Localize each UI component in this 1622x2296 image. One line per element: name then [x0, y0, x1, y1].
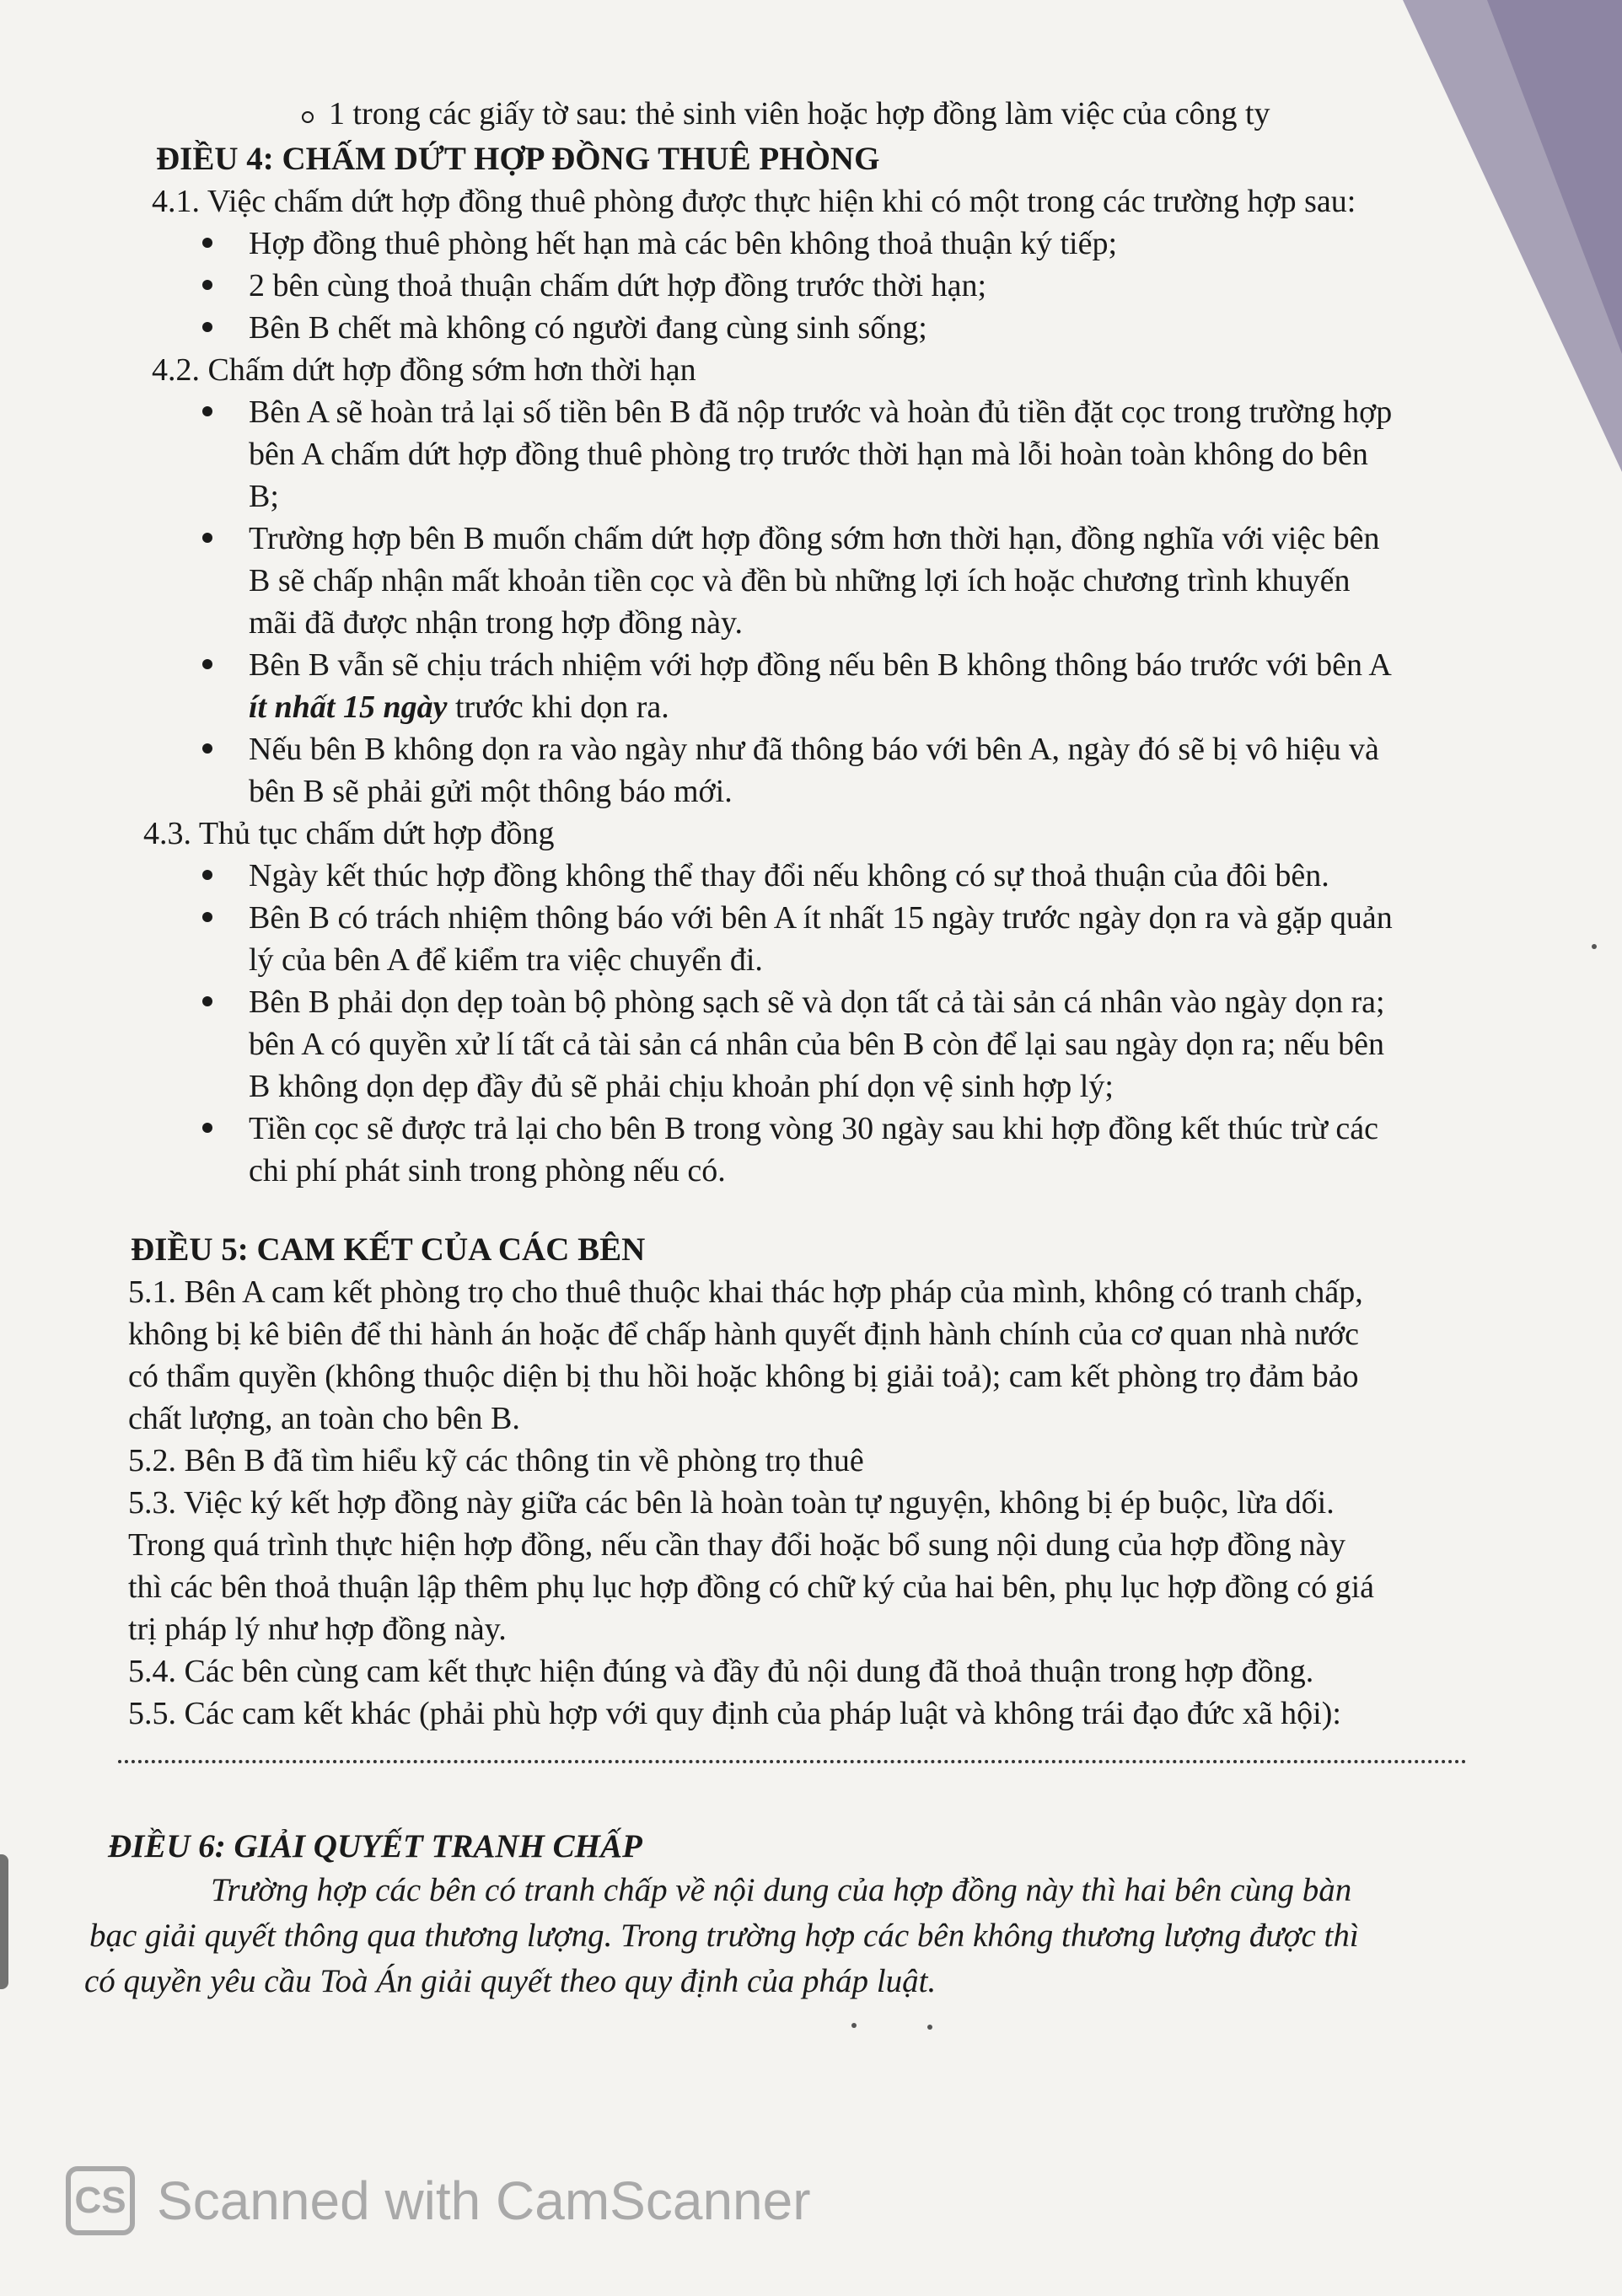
list-item: Bên B chết mà không có người đang cùng sinh sống;: [84, 307, 1517, 349]
text-line: 5.5. Các cam kết khác (phải phù hợp với quy định của pháp luật và không trái đạo đức xã hội):: [128, 1696, 1341, 1731]
list-item: Bên B phải dọn dẹp toàn bộ phòng sạch sẽ và dọn tất cả tài sản cá nhân vào ngày dọn ra; bên A có quyền xử lí tất cả tài sản cá nhân của bên B còn để lại sau ngày dọn ra; nếu bên B không dọn dẹp đầy đủ sẽ phải chịu khoản phí dọn vệ sinh hợp lý;: [84, 981, 1517, 1108]
list-item: Bên B có trách nhiệm thông báo với bên A ít nhất 15 ngày trước ngày dọn ra và gặp quản lý của bên A để kiểm tra việc chuyển đi.: [84, 897, 1517, 981]
text-line: trị pháp lý như hợp đồng này.: [128, 1612, 507, 1647]
emphasis-text: ít nhất 15 ngày: [249, 689, 448, 725]
bullet-icon: [202, 870, 212, 880]
left-edge-mark: [0, 1854, 8, 1989]
clause-4-2-title: 4.2. Chấm dứt hợp đồng sớm hơn thời hạn: [152, 352, 696, 388]
section-heading-dieu-5: ĐIỀU 5: CAM KẾT CỦA CÁC BÊN: [131, 1231, 646, 1268]
bullet-icon: [202, 743, 212, 754]
text-line: chất lượng, an toàn cho bên B.: [128, 1401, 520, 1436]
list-item: Bên A sẽ hoàn trả lại số tiền bên B đã nộp trước và hoàn đủ tiền đặt cọc trong trường hợp bên A chấm dứt hợp đồng thuê phòng trọ trước thời hạn mà lỗi hoàn toàn không do bên B;: [84, 391, 1517, 518]
text-line: Trong quá trình thực hiện hợp đồng, nếu cần thay đổi hoặc bổ sung nội dung của hợp đồng này: [128, 1527, 1346, 1563]
bullet-icon: [202, 996, 212, 1006]
circle-list-item: 1 trong các giấy tờ sau: thẻ sinh viên hoặc hợp đồng làm việc của công ty: [84, 93, 1517, 135]
list-item: Nếu bên B không dọn ra vào ngày như đã thông báo với bên A, ngày đó sẽ bị vô hiệu và bên B sẽ phải gửi một thông báo mới.: [84, 728, 1517, 813]
clause-4-1-title: 4.1. Việc chấm dứt hợp đồng thuê phòng được thực hiện khi có một trong các trường hợp sau:: [152, 184, 1356, 219]
bullet-icon: [202, 322, 212, 332]
text-line: 5.2. Bên B đã tìm hiểu kỹ các thông tin về phòng trọ thuê: [128, 1443, 864, 1478]
list-item: Bên B vẫn sẽ chịu trách nhiệm với hợp đồng nếu bên B không thông báo trước với bên A ít nhất 15 ngày trước khi dọn ra.: [84, 644, 1517, 728]
list-item: 2 bên cùng thoả thuận chấm dứt hợp đồng trước thời hạn;: [84, 265, 1517, 307]
text-line: có thẩm quyền (không thuộc diện bị thu hồi hoặc không bị giải toả); cam kết phòng trọ đảm bảo: [128, 1359, 1359, 1394]
section-heading-dieu-6: ĐIỀU 6: GIẢI QUYẾT TRANH CHẤP: [108, 1828, 642, 1864]
fill-in-dotted-line: [118, 1735, 1467, 1763]
list-item: Hợp đồng thuê phòng hết hạn mà các bên không thoả thuận ký tiếp;: [84, 223, 1517, 265]
section-heading-dieu-4: ĐIỀU 4: CHẤM DỨT HỢP ĐỒNG THUÊ PHÒNG: [156, 141, 880, 177]
text-line: 5.4. Các bên cùng cam kết thực hiện đúng và đầy đủ nội dung đã thoả thuận trong hợp đồng.: [128, 1654, 1314, 1689]
clause-4-2-list: [84, 391, 1517, 813]
bullet-icon: [202, 406, 212, 416]
watermark-text: Scanned with CamScanner: [157, 2170, 811, 2231]
scan-speck: [851, 2023, 857, 2028]
clause-4-1-list: [84, 223, 1517, 349]
bullet-icon: [202, 912, 212, 922]
scan-speck: [1592, 944, 1597, 949]
clause-4-3-list: [84, 855, 1517, 1192]
text-line: thì các bên thoả thuận lập thêm phụ lục hợp đồng có chữ ký của hai bên, phụ lục hợp đồng có giá: [128, 1569, 1375, 1605]
bullet-icon: [202, 1123, 212, 1133]
circle-bullet-icon: [302, 111, 314, 123]
bullet-icon: [202, 238, 212, 248]
bullet-icon: [202, 280, 212, 290]
text-line: Trường hợp các bên có tranh chấp về nội dung của hợp đồng này thì hai bên cùng bàn: [211, 1872, 1352, 1908]
camscanner-logo-icon: CS: [66, 2166, 135, 2235]
text-line: bạc giải quyết thông qua thương lượng. Trong trường hợp các bên không thương lượng được thì: [89, 1918, 1359, 1954]
bullet-icon: [202, 533, 212, 543]
bullet-icon: [202, 659, 212, 669]
list-item: Trường hợp bên B muốn chấm dứt hợp đồng sớm hơn thời hạn, đồng nghĩa với việc bên B sẽ chấp nhận mất khoản tiền cọc và đền bù những lợi ích hoặc chương trình khuyến mãi đã được nhận trong hợp đồng này.: [84, 518, 1517, 644]
text-line: có quyền yêu cầu Toà Án giải quyết theo quy định của pháp luật.: [84, 1963, 937, 1999]
document-page: [84, 93, 1517, 2004]
scan-speck: [927, 2025, 932, 2030]
text-line: 5.1. Bên A cam kết phòng trọ cho thuê thuộc khai thác hợp pháp của mình, không có tranh chấp,: [128, 1274, 1363, 1310]
list-item: Tiền cọc sẽ được trả lại cho bên B trong vòng 30 ngày sau khi hợp đồng kết thúc trừ các chi phí phát sinh trong phòng nếu có.: [84, 1108, 1517, 1192]
clause-5-paragraphs: [84, 1271, 1517, 1735]
clause-4-3-title: 4.3. Thủ tục chấm dứt hợp đồng: [143, 816, 555, 851]
clause-6-paragraph: [84, 1868, 1517, 2004]
text-line: không bị kê biên để thi hành án hoặc để chấp hành quyết định hành chính của cơ quan nhà nước: [128, 1317, 1360, 1352]
camscanner-watermark: [66, 2166, 811, 2235]
list-item: Ngày kết thúc hợp đồng không thể thay đổi nếu không có sự thoả thuận của đôi bên.: [84, 855, 1517, 897]
text-line: 5.3. Việc ký kết hợp đồng này giữa các bên là hoàn toàn tự nguyện, không bị ép buộc, lừa dối.: [128, 1485, 1335, 1521]
